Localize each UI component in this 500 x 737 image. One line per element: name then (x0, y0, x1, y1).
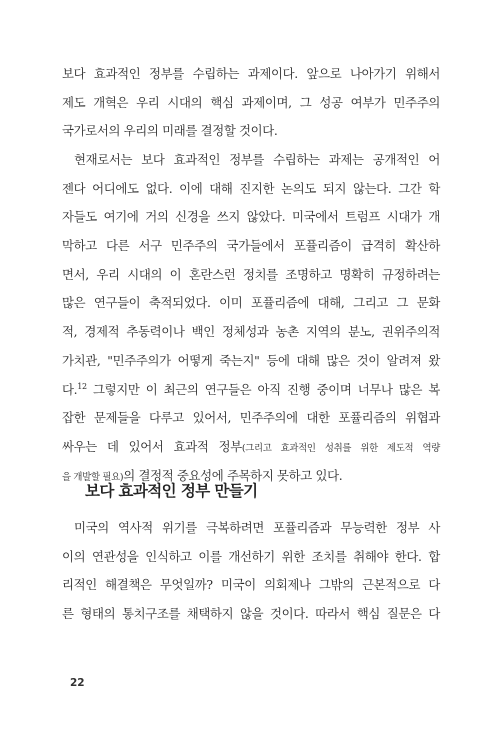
text-line: 국가로서의 우리의 미래를 결정할 것이다. (62, 123, 278, 139)
text-segment: 그렇지만 이 최근의 연구들은 아직 진행 중이며 너무나 많은 복 (86, 381, 440, 397)
text-line: 많은 연구들이 축적되었다. 이미 포퓰리즘에 대해, 그리고 그 문화 (62, 295, 440, 311)
footnote-marker[interactable]: 12 (77, 381, 87, 391)
text-segment: 다. (62, 381, 78, 397)
text-line: 막하고 다른 서구 민주주의 국가들에서 포퓰리즘이 급격히 확산하 (62, 238, 440, 254)
paragraph-2 (62, 146, 440, 490)
text-line: 리적인 해결책은 무엇일까? 미국이 의회제나 그밖의 근본적으로 다 (62, 577, 440, 593)
text-line-with-footnote (62, 376, 440, 405)
text-line: 미국의 역사적 위기를 극복하려면 포퓰리즘과 무능력한 정부 사 (74, 520, 440, 535)
text-line: 자들도 여기에 거의 신경을 쓰지 않았다. 미국에서 트럼프 시대가 개 (62, 209, 440, 225)
parenthetical-aside: (그리고 효과적인 성취를 위한 제도적 역량 (241, 442, 440, 454)
text-segment: 싸우는 데 있어서 효과적 정부 (62, 438, 242, 454)
text-line: 제도 개혁은 우리 시대의 핵심 과제이며, 그 성공 여부가 민주주의 (62, 94, 440, 110)
text-line: 면서, 우리 시대의 이 혼란스런 정치를 조명하고 명확히 규정하려는 (62, 266, 440, 282)
text-line: 현재로서는 보다 효과적인 정부를 수립하는 과제는 공개적인 어 (74, 152, 440, 167)
paragraph-1 (62, 60, 440, 146)
text-line: 른 형태의 통치구조를 채택하지 않을 것이다. 따라서 핵심 질문은 다 (62, 606, 440, 622)
text-line: 이의 연관성을 인식하고 이를 개선하기 위한 조치를 취해야 한다. 합 (62, 548, 440, 564)
text-line: 보다 효과적인 정부를 수립하는 과제이다. 앞으로 나아가기 위해서 (62, 66, 440, 81)
text-line: 가치관, "민주주의가 어떻게 죽는지" 등에 대해 많은 것이 알려져 왔 (62, 352, 440, 368)
page-number: 22 (70, 677, 85, 689)
text-line-with-aside (62, 433, 440, 462)
text-segment: 의 결정적 중요성에 주목하지 못하고 있다. (123, 467, 343, 483)
parenthetical-aside: 을 개발할 필요) (62, 471, 124, 483)
text-line: 적, 경제적 추동력이나 백인 정체성과 농촌 지역의 분노, 권위주의적 (62, 324, 440, 340)
section-heading: 보다 효과적인 정부 만들기 (85, 482, 258, 500)
paragraph-3 (62, 514, 440, 629)
text-line: 젠다 어디에도 없다. 이에 대해 진지한 논의도 되지 않는다. 그간 학 (62, 180, 440, 196)
text-line: 잡한 문제들을 다루고 있어서, 민주주의에 대한 포퓰리즘의 위협과 (62, 410, 440, 426)
